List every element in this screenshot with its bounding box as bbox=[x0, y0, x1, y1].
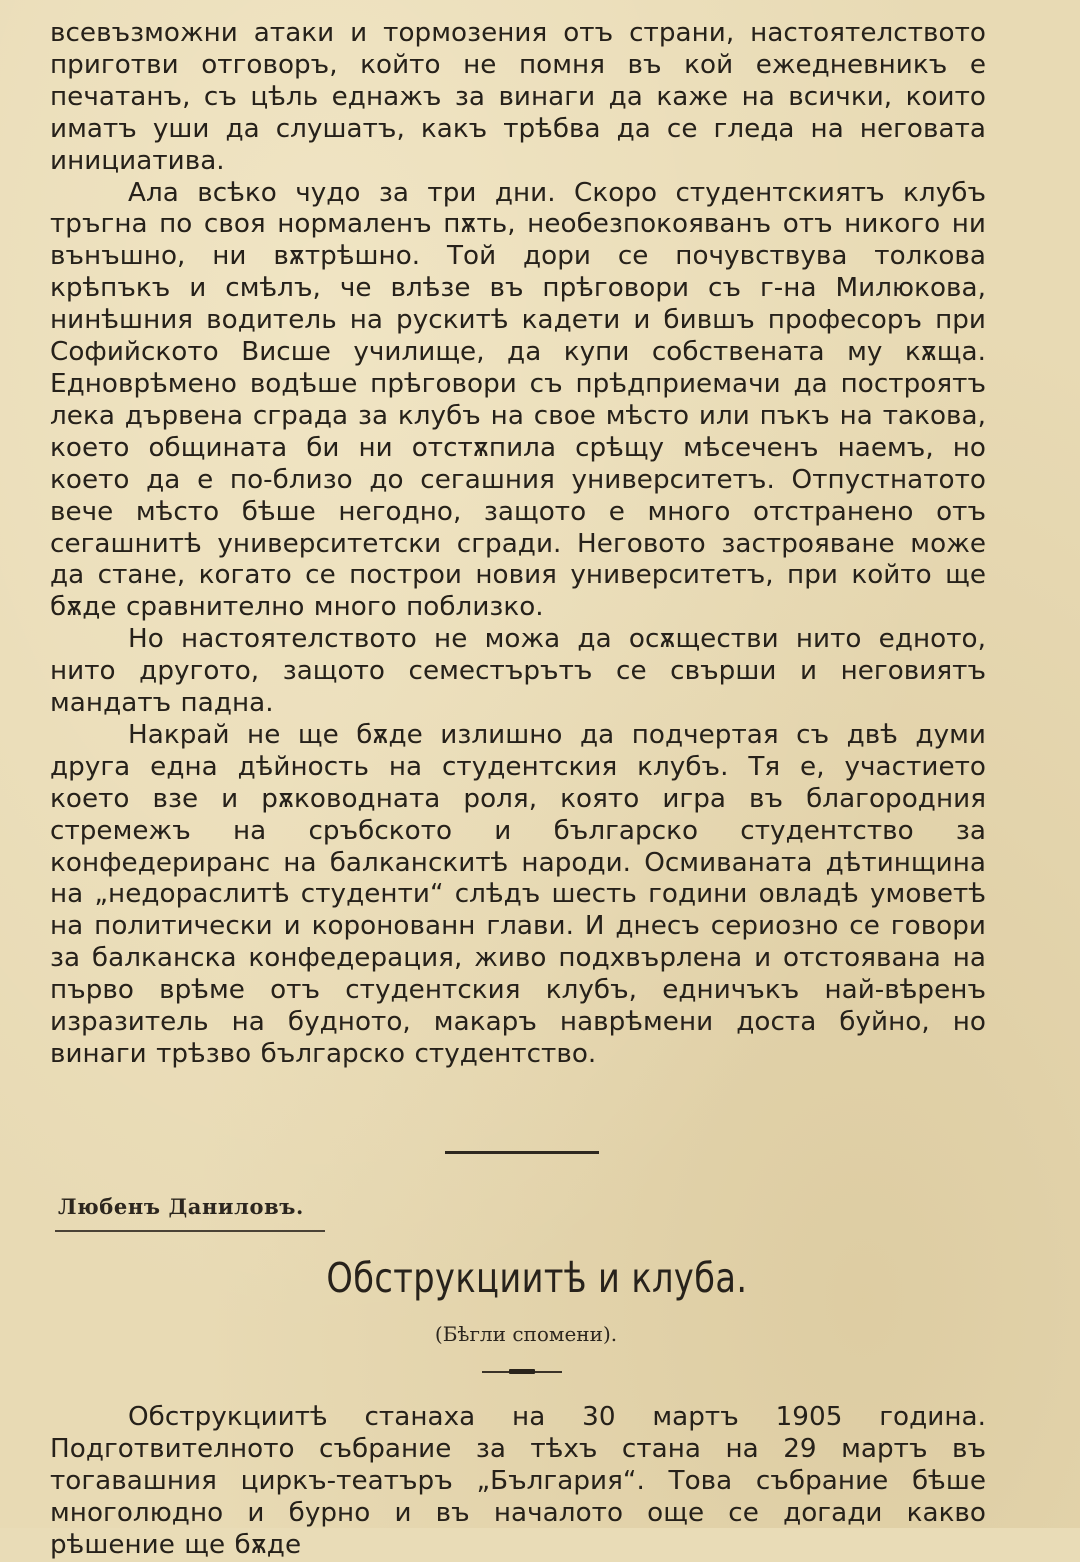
continued-text-block bbox=[50, 18, 986, 1071]
ornament-dash bbox=[509, 1369, 535, 1374]
paragraph: Ала всѣко чудо за три дни. Скоро студентскиятъ клубъ тръгна по своя нормаленъ пѫть, необезпокояванъ отъ никого ни вънъшно, ни вѫтрѣшно. Той дори се почувствува толкова крѣпъкъ и смѣлъ, че влѣзе въ прѣговори съ г-на Милюкова, нинѣшния водитель на рускитѣ кадети и бившъ професоръ при Софийското Висше училище, да купи собствената му кѫща. Едноврѣмено водѣше прѣговори съ прѣдприемачи да построятъ лека дървена сграда за клубъ на свое мѣсто или пъкъ на такова, което общината би ни отстѫпила срѣщу мѣсеченъ наемъ, но което да е по-близо до сегашния университетъ. Отпустнатото вече мѣсто бѣше негодно, защото е много отстранено отъ сегашнитѣ университетски сгради. Неговото застрояване може да стане, когато се построи новия университетъ, при който ще бѫде сравнително много поблизко. bbox=[50, 177, 986, 623]
paragraph: Но настоятелството не можа да осѫществи нито едното, нито другото, защото семестърътъ се свърши и неговиятъ мандатъ падна. bbox=[50, 624, 986, 719]
paragraph: Обструкциитѣ станаха на 30 мартъ 1905 година. Подготвителното събрание за тѣхъ стана на 29 мартъ въ тогавашния циркъ-театъръ „България“. Това събрание бѣше многолюдно и бурно и въ началото още се догади какво рѣшение ще бѫде bbox=[50, 1402, 986, 1560]
title-ornament bbox=[482, 1369, 562, 1375]
article-title: Обструкциитѣ и клуба. bbox=[326, 1254, 748, 1302]
article-text-block bbox=[50, 1402, 986, 1562]
author-name: Любенъ Даниловъ. bbox=[58, 1194, 304, 1219]
article-subtitle: (Бѣгли спомени). bbox=[434, 1322, 618, 1346]
paragraph: Накрай не ще бѫде излишно да подчертая съ двѣ думи друга една дѣйность на студентския клубъ. Тя е, участието което взе и рѫководната роля, която игра въ благородния стремежъ на сръбското и българско студентство за конфедериранс на балканскитѣ народи. Осмиваната дѣтинщина на „недораслитѣ студенти“ слѣдъ шесть години овладѣ умоветѣ на политически и коронованн глави. И днесъ сериозно се говори за балканска конфедерация, живо подхвърлена и отстоявана на първо врѣме отъ студентския клубъ, едничъкъ най-вѣренъ изразитель на будното, макаръ наврѣмени доста буйно, но винаги трѣзво българско студентство. bbox=[50, 719, 986, 1069]
author-underline bbox=[55, 1230, 325, 1232]
section-divider bbox=[445, 1151, 599, 1154]
paragraph: всевъзможни атаки и тормозения отъ страни, настоятелството приготви отговоръ, който не помня въ кой ежедневникъ е печатанъ, съ цѣль еднажъ за винаги да каже на всички, които иматъ уши да слушатъ, какъ трѣбва да се гледа на неговата инициатива. bbox=[50, 18, 986, 176]
